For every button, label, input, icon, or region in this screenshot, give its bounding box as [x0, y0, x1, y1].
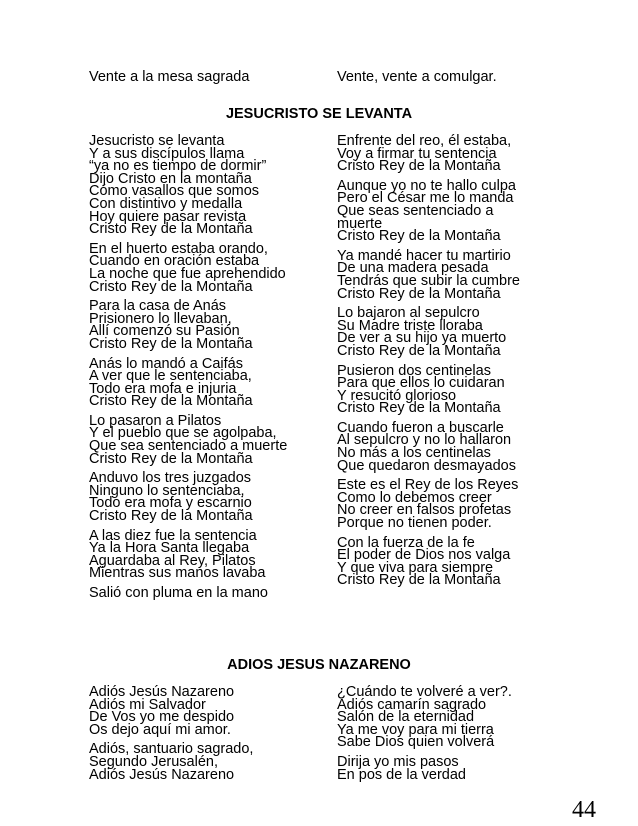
verse-line: Adiós mi Salvador	[89, 696, 206, 713]
verse-line: Y a sus discípulos llama	[89, 145, 245, 162]
verse-line: Tendrás que subir la cumbre	[337, 272, 520, 289]
stanza	[337, 135, 520, 173]
verse-line: Cristo Rey de la Montaña	[337, 228, 501, 245]
verse-line: Todo era mofa y escarnio	[89, 495, 252, 512]
verse-line: A ver que le sentenciaba,	[89, 368, 252, 385]
verse-line: Hoy quiere pasar revista	[89, 208, 247, 225]
verse-line: Este es el Rey de los Reyes	[337, 477, 519, 494]
stanza	[337, 534, 520, 589]
verse-line: No más a los centinelas	[337, 445, 491, 462]
verse-line: Cristo Rey de la Montaña	[89, 221, 253, 238]
verse-line: Cristo Rey de la Montaña	[337, 285, 501, 302]
verse-line: Con la fuerza de la fe	[337, 534, 475, 551]
verse-line: La noche que fue aprehendido	[89, 265, 286, 282]
top-line-left: Vente a la mesa sagrada	[89, 69, 250, 85]
verse-line: Aguardaba al Rey, Pilatos	[89, 552, 256, 569]
verse-line: Adiós camarín sagrado	[337, 696, 487, 713]
verse-line: Cómo vasallos que somos	[89, 183, 260, 200]
song-title-jesucristo: JESUCRISTO SE LEVANTA	[225, 106, 413, 122]
verse-line: No creer en falsos profetas	[337, 502, 512, 519]
stanza	[337, 247, 520, 302]
verse-line: muerte	[337, 215, 383, 232]
stanza	[337, 477, 520, 532]
verse-line: Cristo Rey de la Montaña	[337, 572, 501, 589]
verse-line: Pusieron dos centinelas	[337, 362, 491, 379]
verse-line: Ninguno lo sentenciaba,	[89, 482, 245, 499]
verse-line: Dijo Cristo en la montaña	[89, 170, 252, 187]
verse-line: Que quedaron desmayados	[337, 457, 516, 474]
top-line-right: Vente, vente a comulgar.	[337, 69, 497, 85]
stanza	[89, 470, 287, 525]
verse-line: Cuando en oración estaba	[89, 253, 260, 270]
verse-line: Y el pueblo que se agolpaba,	[89, 425, 277, 442]
verse-line: Adiós Jesús Nazareno	[89, 684, 235, 700]
verse-line: De ver a su hijo ya muerto	[337, 330, 507, 347]
verse-line: ¿Cuándo te volveré a ver?.	[337, 684, 512, 700]
song1-left-column	[89, 135, 287, 607]
verse-line: Enfrente del reo, él estaba,	[337, 133, 512, 149]
song-title-adios: ADIOS JESUS NAZARENO	[227, 657, 411, 673]
page-number: 44	[572, 797, 596, 823]
stanza	[89, 743, 253, 781]
verse-line: Para que ellos lo cuidaran	[337, 375, 505, 392]
stanza	[89, 240, 287, 295]
verse-line: Cuando fueron a buscarle	[337, 419, 504, 436]
verse-line: Os dejo aquí mi amor.	[89, 721, 231, 738]
verse-line: De una madera pesada	[337, 260, 489, 277]
song2-left-column	[89, 686, 253, 788]
stanza	[89, 355, 287, 410]
verse-line: Porque no tienen poder.	[337, 515, 492, 532]
verse-line: Pero el César me lo manda	[337, 190, 514, 207]
stanza	[337, 419, 520, 474]
verse-line: Cristo Rey de la Montaña	[89, 508, 253, 525]
verse-line: En pos de la verdad	[337, 766, 466, 783]
verse-line: Al sepulcro y no lo hallaron	[337, 432, 512, 449]
stanza	[89, 686, 253, 736]
stanza	[337, 686, 512, 749]
verse-line: De Vos yo me despido	[89, 709, 235, 726]
verse-line: Lo bajaron al sepulcro	[337, 305, 480, 322]
verse-line: Jesucristo se levanta	[89, 133, 225, 149]
verse-line: Aunque yo no te hallo culpa	[337, 177, 516, 194]
stanza	[337, 753, 512, 783]
stanza	[89, 412, 288, 467]
verse-line: Cristo Rey de la Montaña	[89, 450, 253, 467]
song1-right-column	[337, 135, 520, 594]
verse-line: Ya mandé hacer tu martirio	[337, 247, 511, 264]
verse-line: Cristo Rey de la Montaña	[337, 342, 501, 359]
song2-right-column	[337, 686, 512, 788]
verse-line: Cristo Rey de la Montaña	[89, 393, 253, 410]
verse-line: Cristo Rey de la Montaña	[89, 335, 253, 352]
verse-line: Adiós, santuario sagrado,	[89, 741, 254, 758]
verse-line: Cristo Rey de la Montaña	[337, 400, 501, 417]
verse-line: Su Madre triste lloraba	[337, 317, 483, 334]
verse-line: Cristo Rey de la Montaña	[337, 158, 501, 175]
verse-line: Salón de la eternidad	[337, 709, 475, 726]
verse-line: Voy a firmar tu sentencia	[337, 145, 497, 162]
verse-line: Mientras sus manos lavaba	[89, 565, 266, 582]
stanza	[89, 587, 287, 600]
stanza	[89, 300, 287, 350]
verse-line: Y resucitó glorioso	[337, 387, 457, 404]
stanza	[89, 135, 287, 236]
verse-line: Que sea sentenciado a muerte	[89, 438, 288, 455]
verse-line: A las diez fue la sentencia	[89, 527, 257, 544]
verse-line: Que seas sentenciado a	[337, 202, 494, 219]
stanza	[337, 307, 520, 357]
verse-line: Anduvo los tres juzgados	[89, 470, 252, 487]
verse-line: Y que viva para siempre	[337, 559, 494, 576]
verse-line: Sabe Dios quien volverá	[337, 734, 495, 751]
stanza	[337, 362, 520, 417]
verse-line: Ya la Hora Santa llegaba	[89, 540, 250, 557]
verse-line: Dirija yo mis pasos	[337, 753, 459, 770]
stanza	[89, 527, 287, 582]
verse-line: El poder de Dios nos valga	[337, 547, 511, 564]
verse-line: Allí comenzó su Pasión	[89, 323, 240, 340]
verse-line: Con distintivo y medalla	[89, 195, 243, 212]
verse-line: En el huerto estaba orando,	[89, 240, 268, 257]
verse-line: Adiós Jesús Nazareno	[89, 766, 235, 783]
verse-line: Para la casa de Anás	[89, 298, 227, 315]
verse-line: Todo era mofa e injuria	[89, 380, 237, 397]
verse-line: Ya me voy para mi tierra	[337, 721, 494, 738]
verse-line: Anás lo mandó a Caifás	[89, 355, 243, 372]
verse-line: Salió con pluma en la mano	[89, 585, 268, 601]
verse-line: Como lo debemos creer	[337, 489, 492, 506]
stanza	[337, 177, 520, 245]
verse-line: Prisionero lo llevaban,	[89, 310, 232, 327]
verse-line: Lo pasaron a Pilatos	[89, 412, 222, 429]
verse-line: Segundo Jerusalén,	[89, 753, 218, 770]
verse-line: Cristo Rey de la Montaña	[89, 278, 253, 295]
verse-line: “ya no es tiempo de dormir”	[89, 158, 267, 175]
